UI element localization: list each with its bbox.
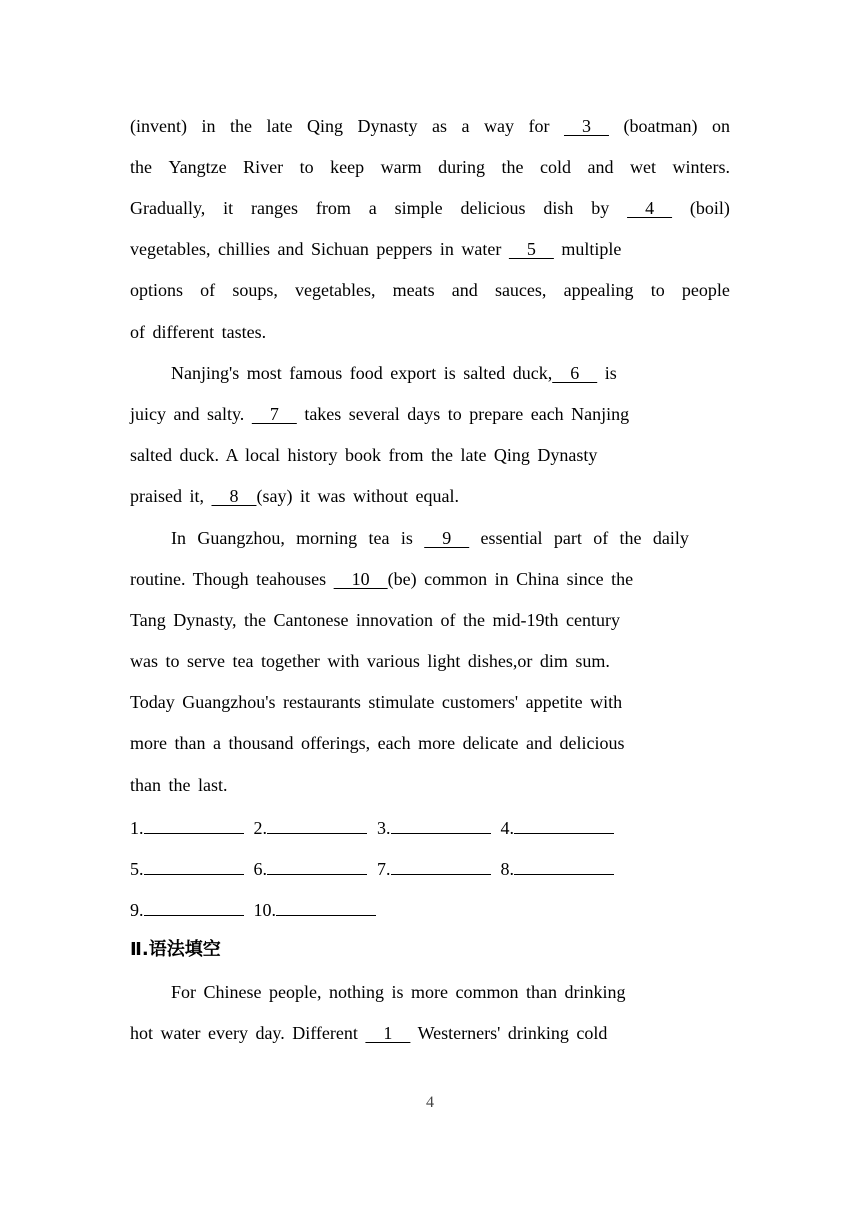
passage-line — [130, 155, 730, 179]
word: Guangzhou, — [197, 528, 285, 548]
word: Yangtze — [168, 157, 227, 177]
word: for — [528, 116, 550, 136]
word: daily — [652, 528, 689, 548]
word: from — [315, 198, 351, 218]
text-run: hot water every day. Different — [130, 1023, 366, 1043]
word: (boil) — [689, 198, 730, 218]
answer-slot[interactable] — [377, 815, 491, 840]
word: in — [201, 116, 216, 136]
passage-line — [171, 526, 689, 550]
blank-1[interactable]: 1 — [365, 1023, 411, 1043]
answer-row — [130, 815, 624, 840]
word: soups, — [232, 280, 278, 300]
passage-line — [130, 320, 730, 344]
answer-slot[interactable] — [130, 897, 244, 922]
text-run: (say) it was without equal. — [256, 486, 459, 506]
answer-underline[interactable] — [267, 856, 367, 875]
word: appealing — [563, 280, 634, 300]
passage-line — [130, 773, 730, 797]
word: and — [451, 280, 478, 300]
answer-underline[interactable] — [391, 815, 491, 834]
word: during — [438, 157, 486, 177]
passage-line — [130, 443, 675, 467]
word: essential — [480, 528, 543, 548]
text-run: Nanjing's most famous food export is salted duck, — [171, 363, 553, 383]
text-run: takes several days to prepare each Nanjing — [296, 404, 630, 424]
text-run: more than a thousand offerings, each more delicate and delicious — [130, 733, 625, 753]
text-run: (be) common in China since the — [387, 569, 634, 589]
text-run: Westerners' drinking cold — [410, 1023, 608, 1043]
answer-number: 8. — [500, 859, 514, 879]
section-line — [130, 1021, 686, 1045]
answer-slot[interactable] — [254, 815, 368, 840]
word: winters. — [672, 157, 730, 177]
answer-number: 2. — [253, 818, 267, 838]
answer-slot[interactable] — [377, 856, 491, 881]
passage-line — [130, 484, 730, 508]
word: as — [431, 116, 447, 136]
answer-number: 5. — [130, 859, 144, 879]
passage-line — [130, 567, 710, 591]
text-run: multiple — [553, 239, 622, 259]
answer-underline[interactable] — [276, 897, 376, 916]
word: of — [593, 528, 609, 548]
word: way — [483, 116, 514, 136]
blank-7[interactable]: 7 — [251, 404, 297, 424]
text-run: vegetables, chillies and Sichuan peppers in water — [130, 239, 509, 259]
answer-number: 1. — [130, 818, 144, 838]
word: simple — [394, 198, 443, 218]
word: a — [461, 116, 470, 136]
word: Dynasty — [357, 116, 418, 136]
section-line — [171, 980, 696, 1004]
blank-4[interactable]: 4 — [627, 198, 673, 218]
word: Qing — [306, 116, 343, 136]
answer-underline[interactable] — [144, 815, 244, 834]
text-run: is — [597, 363, 617, 383]
word: the — [501, 157, 524, 177]
answer-row — [130, 856, 624, 881]
answer-underline[interactable] — [391, 856, 491, 875]
word: a — [368, 198, 377, 218]
word: the — [619, 528, 642, 548]
passage-line — [130, 731, 702, 755]
word: dish — [543, 198, 574, 218]
answer-slot[interactable] — [501, 856, 615, 881]
answer-number: 10. — [253, 900, 276, 920]
word: Gradually, — [130, 198, 206, 218]
word: delicious — [460, 198, 526, 218]
word: meats — [392, 280, 435, 300]
blank-3[interactable]: 3 — [563, 116, 609, 136]
text-run: juicy and salty. — [130, 404, 252, 424]
word: cold — [540, 157, 572, 177]
text-run: Today Guangzhou's restaurants stimulate customers' appetite with — [130, 692, 623, 712]
text-run: praised it, — [130, 486, 212, 506]
answer-slot[interactable] — [130, 815, 244, 840]
answer-number: 6. — [253, 859, 267, 879]
passage-line — [130, 237, 690, 261]
passage-line — [130, 690, 693, 714]
answer-number: 4. — [500, 818, 514, 838]
word: wet — [630, 157, 656, 177]
word: the — [230, 116, 252, 136]
answer-slot[interactable] — [130, 856, 244, 881]
word: to — [650, 280, 665, 300]
blank-5[interactable]: 5 — [508, 239, 554, 259]
text-run: than the last. — [130, 775, 228, 795]
passage-line — [130, 278, 730, 302]
word: keep — [330, 157, 365, 177]
answer-underline[interactable] — [514, 815, 614, 834]
answer-number: 7. — [377, 859, 391, 879]
blank-10[interactable]: 10 — [333, 569, 388, 589]
word: people — [681, 280, 730, 300]
word: on — [711, 116, 730, 136]
answer-slot[interactable] — [254, 856, 368, 881]
answer-row — [130, 897, 386, 922]
word: In — [171, 528, 186, 548]
word: and — [587, 157, 614, 177]
word: (invent) — [130, 116, 187, 136]
blank-8[interactable]: 8 — [211, 486, 257, 506]
word: by — [591, 198, 610, 218]
text-run: Tang Dynasty, the Cantonese innovation of the mid-19th century — [130, 610, 620, 630]
text-run: salted duck. A local history book from the late Qing Dynasty — [130, 445, 598, 465]
answer-slot[interactable] — [501, 815, 615, 840]
page-number: 4 — [426, 1094, 434, 1111]
passage-line — [130, 114, 730, 138]
answer-underline[interactable] — [144, 897, 244, 916]
word: ranges — [251, 198, 299, 218]
word: options — [130, 280, 184, 300]
text-run: of different tastes. — [130, 322, 267, 342]
word: sauces, — [494, 280, 547, 300]
answer-underline[interactable] — [144, 856, 244, 875]
answer-underline[interactable] — [514, 856, 614, 875]
word: (boatman) — [623, 116, 698, 136]
word: late — [266, 116, 293, 136]
blank-6[interactable]: 6 — [552, 363, 598, 383]
passage-line — [130, 402, 715, 426]
answer-number: 9. — [130, 900, 144, 920]
word: warm — [380, 157, 422, 177]
section-heading: Ⅱ.语法填空 — [130, 939, 221, 960]
answer-number: 3. — [377, 818, 391, 838]
word: vegetables, — [295, 280, 376, 300]
passage-line — [171, 361, 644, 385]
blank-9[interactable]: 9 — [424, 528, 470, 548]
text-run: routine. Though teahouses — [130, 569, 334, 589]
word: morning — [296, 528, 358, 548]
text-run: was to serve tea together with various light dishes,or dim sum. — [130, 651, 610, 671]
passage-line — [130, 649, 688, 673]
word: of — [200, 280, 216, 300]
word: tea — [368, 528, 390, 548]
word: to — [299, 157, 314, 177]
answer-underline[interactable] — [267, 815, 367, 834]
answer-slot[interactable] — [254, 897, 377, 922]
word: the — [130, 157, 152, 177]
word: River — [243, 157, 284, 177]
passage-line — [130, 196, 730, 220]
word: part — [553, 528, 582, 548]
word: is — [400, 528, 413, 548]
word: it — [223, 198, 234, 218]
passage-line — [130, 608, 696, 632]
text-run: For Chinese people, nothing is more common than drinking — [171, 982, 626, 1002]
